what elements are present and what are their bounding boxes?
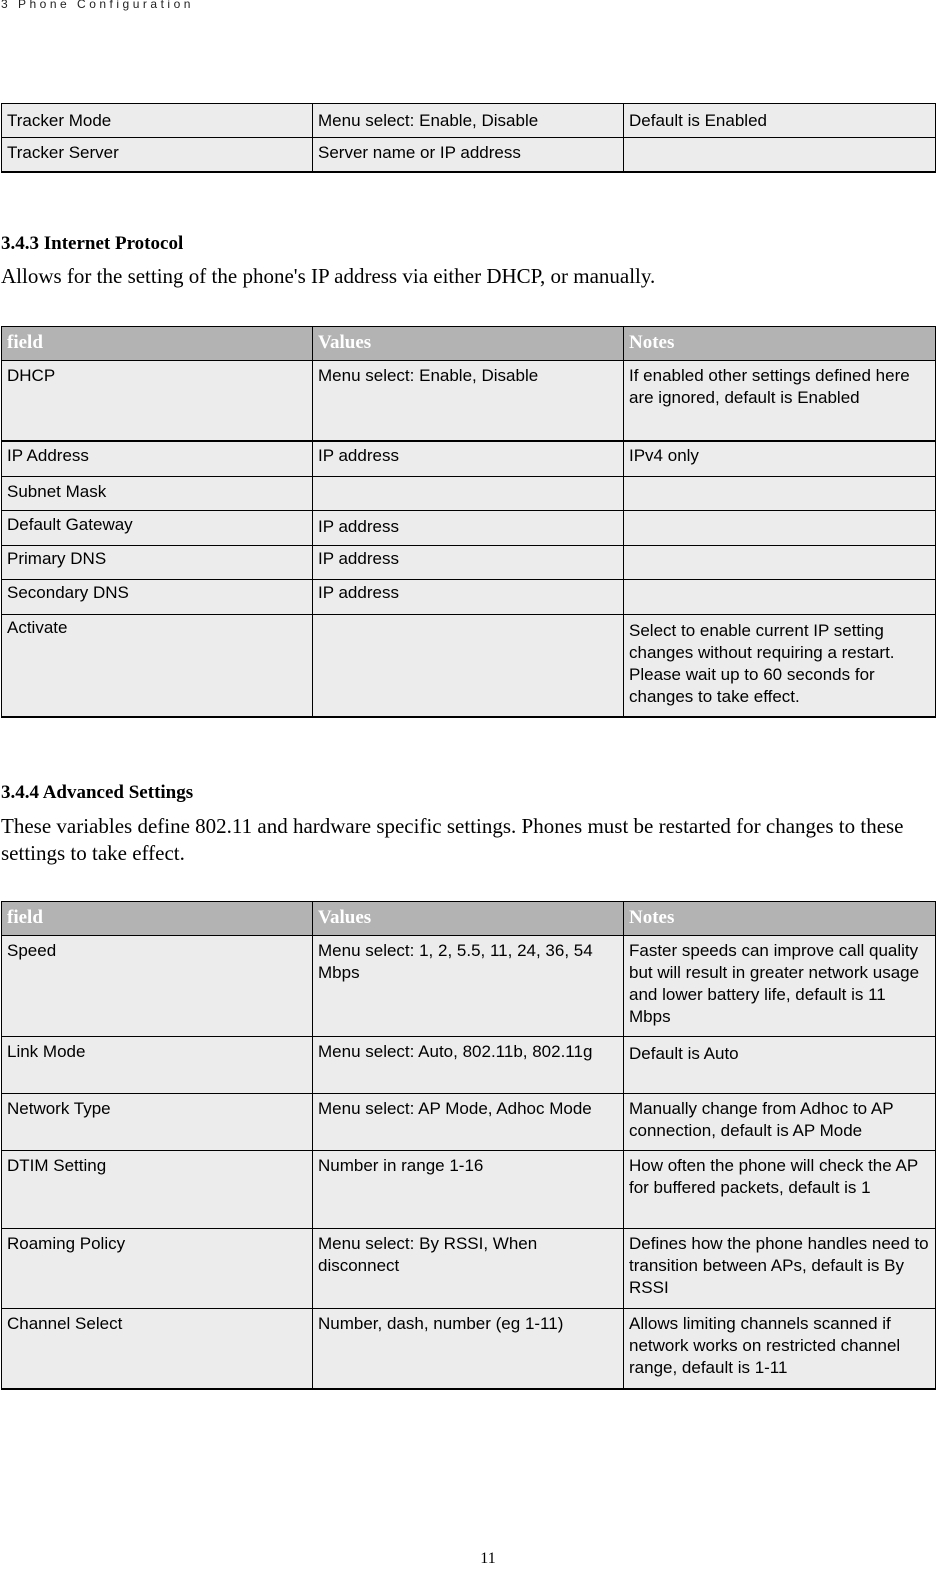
notes-cell: Allows limiting channels scanned if network works on restricted channel range, default is 1-11 <box>624 1309 936 1389</box>
field-cell: Activate <box>2 615 313 717</box>
values-cell: Server name or IP address <box>313 138 624 172</box>
table-row <box>2 580 936 615</box>
values-cell: Menu select: Enable, Disable <box>313 104 624 138</box>
table-row <box>2 138 936 172</box>
table-row <box>2 477 936 511</box>
field-cell: Channel Select <box>2 1309 313 1389</box>
table-row <box>2 615 936 717</box>
field-cell: Secondary DNS <box>2 580 313 615</box>
section-description-internet-protocol: Allows for the setting of the phone's IP address via either DHCP, or manually. <box>1 264 656 288</box>
field-cell: Tracker Mode <box>2 104 313 138</box>
values-cell <box>313 615 624 717</box>
values-cell: IP address <box>313 546 624 580</box>
notes-cell: IPv4 only <box>624 441 936 477</box>
column-header-field: field <box>2 902 313 936</box>
notes-cell: Default is Enabled <box>624 104 936 138</box>
field-cell: Default Gateway <box>2 511 313 546</box>
notes-cell <box>624 477 936 511</box>
field-cell: Roaming Policy <box>2 1229 313 1309</box>
notes-cell: How often the phone will check the AP for buffered packets, default is 1 <box>624 1151 936 1229</box>
values-cell: Menu select: By RSSI, When disconnect <box>313 1229 624 1309</box>
notes-cell <box>624 580 936 615</box>
field-cell: Primary DNS <box>2 546 313 580</box>
table-row <box>2 361 936 441</box>
field-cell: Link Mode <box>2 1037 313 1094</box>
table-row <box>2 1094 936 1151</box>
table-row <box>2 1037 936 1094</box>
values-cell: IP address <box>313 511 624 546</box>
values-cell: Number, dash, number (eg 1-11) <box>313 1309 624 1389</box>
column-header-values: Values <box>313 327 624 361</box>
advanced-settings-table <box>1 901 936 1390</box>
values-cell <box>313 477 624 511</box>
table-row <box>2 104 936 138</box>
field-cell: DHCP <box>2 361 313 441</box>
field-cell: DTIM Setting <box>2 1151 313 1229</box>
table-header-row <box>2 327 936 361</box>
notes-cell: Faster speeds can improve call quality but will result in greater network usage and lower battery life, default is 11 Mbps <box>624 936 936 1037</box>
values-cell: Menu select: Auto, 802.11b, 802.11g <box>313 1037 624 1094</box>
table-row <box>2 936 936 1037</box>
field-cell: Subnet Mask <box>2 477 313 511</box>
section-heading-advanced-settings: 3.4.4 Advanced Settings <box>1 782 194 803</box>
running-header: 3 Phone Configuration <box>1 0 194 11</box>
column-header-notes: Notes <box>624 327 936 361</box>
values-cell: Menu select: AP Mode, Adhoc Mode <box>313 1094 624 1151</box>
notes-cell: Manually change from Adhoc to AP connection, default is AP Mode <box>624 1094 936 1151</box>
table-row <box>2 546 936 580</box>
column-header-notes: Notes <box>624 902 936 936</box>
column-header-values: Values <box>313 902 624 936</box>
field-cell: IP Address <box>2 441 313 477</box>
internet-protocol-table <box>1 326 936 718</box>
table-row <box>2 1309 936 1389</box>
notes-cell <box>624 138 936 172</box>
notes-cell: If enabled other settings defined here are ignored, default is Enabled <box>624 361 936 441</box>
field-cell: Tracker Server <box>2 138 313 172</box>
table-header-row <box>2 902 936 936</box>
section-description-advanced-settings: These variables define 802.11 and hardware specific settings. Phones must be restarted for changes to these settings to take effect. <box>1 814 904 865</box>
values-cell: Menu select: 1, 2, 5.5, 11, 24, 36, 54 Mbps <box>313 936 624 1037</box>
table-row <box>2 1229 936 1309</box>
table-row <box>2 1151 936 1229</box>
field-cell: Speed <box>2 936 313 1037</box>
values-cell: Number in range 1-16 <box>313 1151 624 1229</box>
notes-cell: Select to enable current IP setting changes without requiring a restart. Please wait up to 60 seconds for changes to take effect. <box>624 615 936 717</box>
notes-cell: Defines how the phone handles need to transition between APs, default is By RSSI <box>624 1229 936 1309</box>
field-cell: Network Type <box>2 1094 313 1151</box>
values-cell: IP address <box>313 441 624 477</box>
values-cell: IP address <box>313 580 624 615</box>
page-number: 11 <box>480 1550 496 1567</box>
table-row <box>2 511 936 546</box>
notes-cell: Default is Auto <box>624 1037 936 1094</box>
column-header-field: field <box>2 327 313 361</box>
tracker-settings-table <box>1 103 936 173</box>
table-row <box>2 441 936 477</box>
notes-cell <box>624 546 936 580</box>
notes-cell <box>624 511 936 546</box>
section-heading-internet-protocol: 3.4.3 Internet Protocol <box>1 233 184 254</box>
values-cell: Menu select: Enable, Disable <box>313 361 624 441</box>
